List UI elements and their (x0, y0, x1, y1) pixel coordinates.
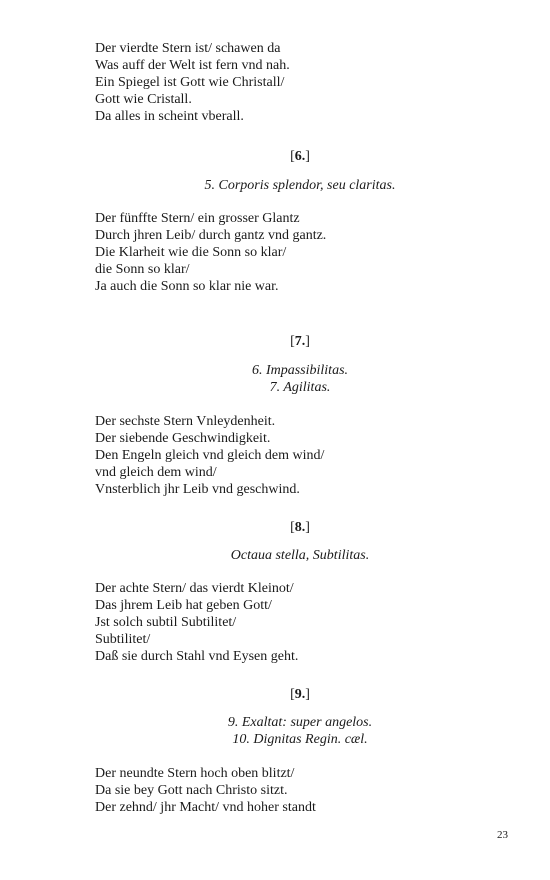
verse-line: Die Klarheit wie die Sonn so klar/ (95, 245, 287, 260)
section-heading-8: [8.] (290, 520, 310, 535)
verse-line: Durch jhren Leib/ durch gantz vnd gantz. (95, 228, 327, 243)
subtitle-line: 9. Exaltat: super angelos. (227, 715, 373, 730)
subtitle-line: 10. Dignitas Regin. cæl. (232, 732, 368, 747)
section-number: 9. (294, 687, 306, 702)
verse-line: Gott wie Cristall. (95, 92, 192, 107)
verse-line: Der fünffte Stern/ ein grosser Glantz (95, 211, 300, 226)
verse-line: Ein Spiegel ist Gott wie Christall/ (95, 75, 285, 90)
verse-line: Da alles in scheint vberall. (95, 109, 244, 124)
stanza-3 (95, 413, 324, 498)
section-subtitle-6 (95, 177, 505, 194)
section-number: 6. (294, 149, 306, 164)
verse-line: Der neundte Stern hoch oben blitzt/ (95, 766, 295, 781)
section-heading-9: [9.] (290, 687, 310, 702)
section-number: 7. (294, 334, 306, 349)
section-subtitle-8 (95, 547, 505, 564)
verse-line: Der sechste Stern Vnleydenheit. (95, 414, 276, 429)
verse-line: vnd gleich dem wind/ (95, 465, 217, 480)
stanza-5 (95, 765, 316, 816)
subtitle-line: Octaua stella, Subtilitas. (230, 548, 370, 563)
section-subtitle-9 (95, 714, 505, 748)
subtitle-line: 7. Agilitas. (269, 380, 331, 395)
verse-line: Jst solch subtil Subtilitet/ (95, 615, 237, 630)
verse-line: Den Engeln gleich vnd gleich dem wind/ (95, 448, 325, 463)
verse-line: Was auff der Welt ist fern vnd nah. (95, 58, 290, 73)
section-heading-7: [7.] (290, 334, 310, 349)
verse-line: Der zehnd/ jhr Macht/ vnd hoher standt (95, 800, 316, 815)
stanza-1 (95, 40, 290, 125)
section-number: 8. (294, 520, 306, 535)
verse-line: Ja auch die Sonn so klar nie war. (95, 279, 279, 294)
subtitle-line: 6. Impassibilitas. (251, 363, 349, 378)
verse-line: Der achte Stern/ das vierdt Kleinot/ (95, 581, 294, 596)
verse-line: Der vierdte Stern ist/ schawen da (95, 41, 281, 56)
stanza-2 (95, 210, 326, 295)
stanza-4 (95, 580, 298, 665)
verse-line: Da sie bey Gott nach Christo sitzt. (95, 783, 288, 798)
verse-line: Daß sie durch Stahl vnd Eysen geht. (95, 649, 299, 664)
verse-line: Vnsterblich jhr Leib vnd geschwind. (95, 482, 300, 497)
verse-line: Der siebende Geschwindigkeit. (95, 431, 271, 446)
section-heading-6: [6.] (290, 149, 310, 164)
page-number: 23 (497, 829, 508, 841)
section-subtitle-7 (95, 362, 505, 396)
verse-line: Das jhrem Leib hat geben Gott/ (95, 598, 272, 613)
verse-line: die Sonn so klar/ (95, 262, 190, 277)
verse-line: Subtilitet/ (95, 632, 151, 647)
subtitle-line: 5. Corporis splendor, seu claritas. (204, 178, 396, 193)
